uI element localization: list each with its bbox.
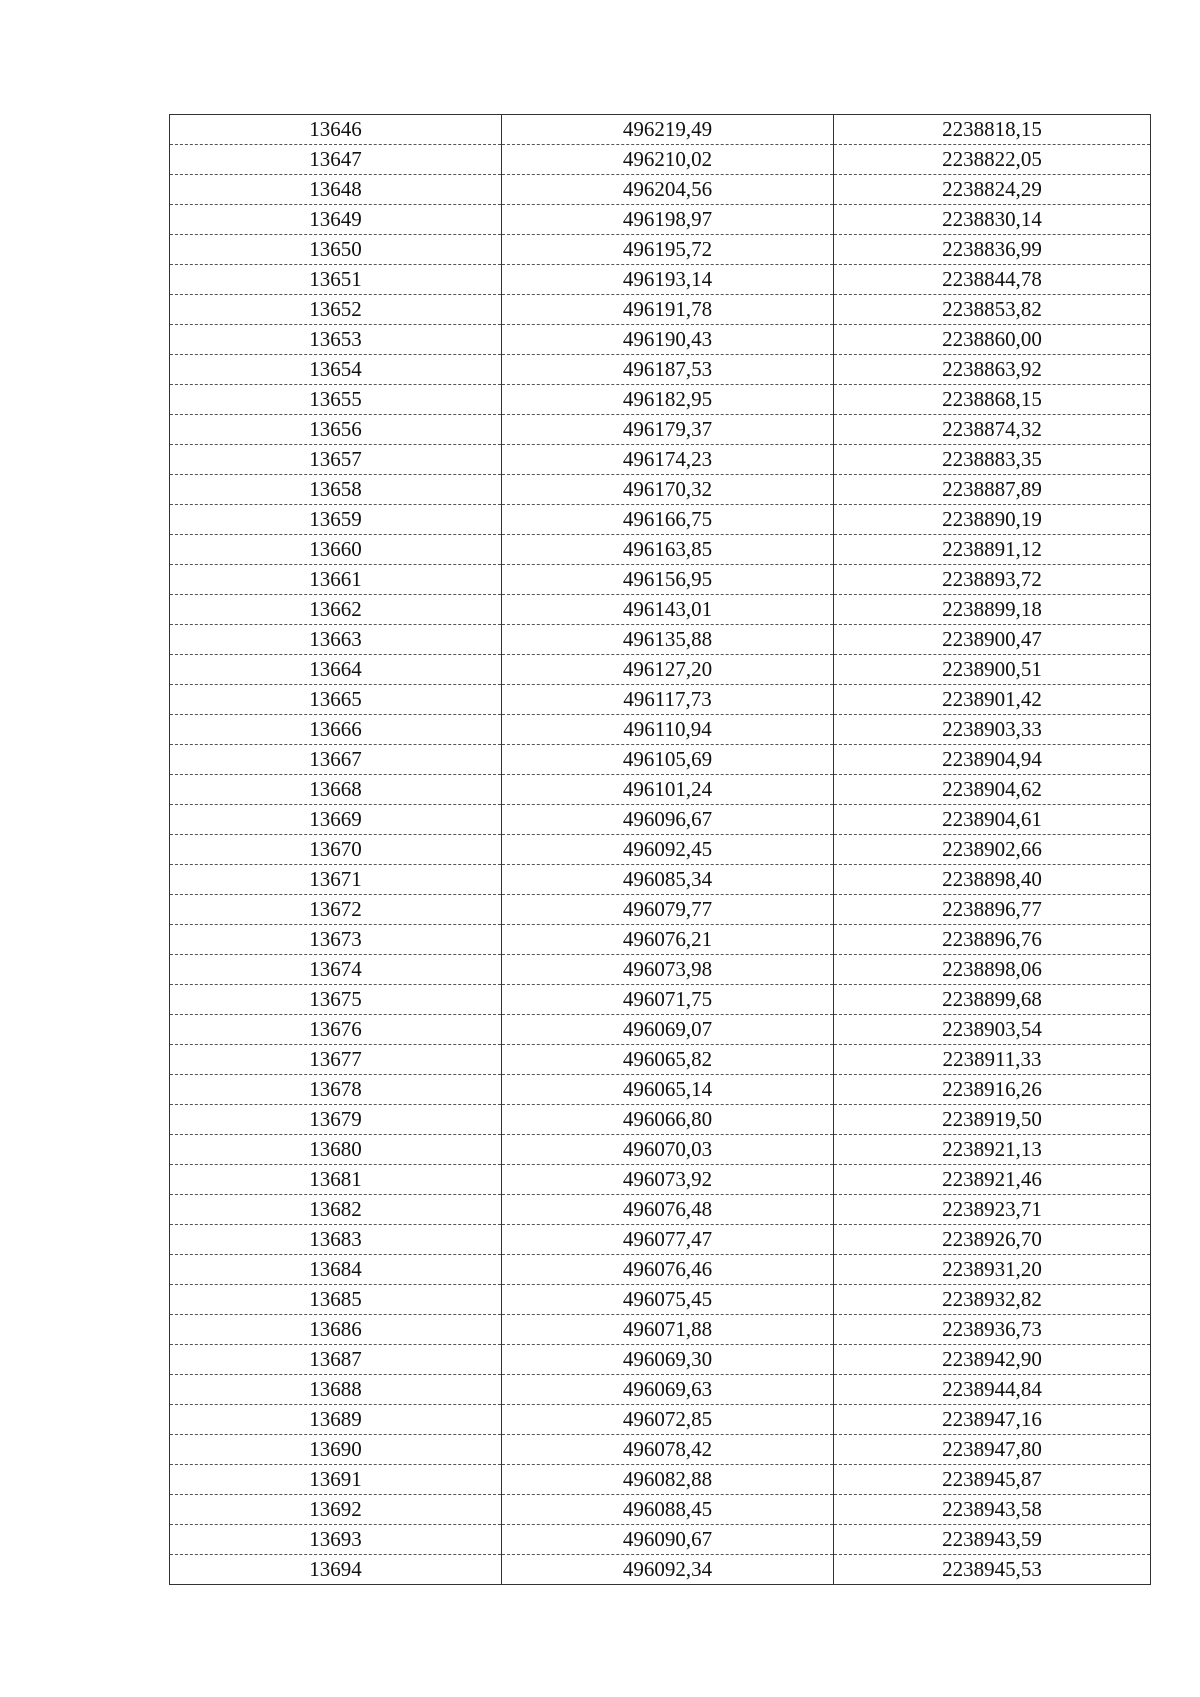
table-row — [170, 355, 1151, 385]
x-coordinate-cell: 496163,85 — [502, 535, 834, 565]
table-row — [170, 175, 1151, 205]
point-number-cell: 13668 — [170, 775, 502, 805]
y-coordinate-cell: 2238944,84 — [834, 1375, 1151, 1405]
point-number-cell: 13673 — [170, 925, 502, 955]
table-row — [170, 595, 1151, 625]
table-row — [170, 1405, 1151, 1435]
y-coordinate-cell: 2238916,26 — [834, 1075, 1151, 1105]
y-coordinate-cell: 2238899,18 — [834, 595, 1151, 625]
x-coordinate-cell: 496191,78 — [502, 295, 834, 325]
x-coordinate-cell: 496127,20 — [502, 655, 834, 685]
table-row — [170, 1075, 1151, 1105]
x-coordinate-cell: 496072,85 — [502, 1405, 834, 1435]
point-number-cell: 13688 — [170, 1375, 502, 1405]
coordinates-table — [169, 114, 1151, 1585]
x-coordinate-cell: 496143,01 — [502, 595, 834, 625]
x-coordinate-cell: 496096,67 — [502, 805, 834, 835]
x-coordinate-cell: 496170,32 — [502, 475, 834, 505]
point-number-cell: 13665 — [170, 685, 502, 715]
point-number-cell: 13651 — [170, 265, 502, 295]
table-row — [170, 1195, 1151, 1225]
x-coordinate-cell: 496082,88 — [502, 1465, 834, 1495]
point-number-cell: 13657 — [170, 445, 502, 475]
x-coordinate-cell: 496166,75 — [502, 505, 834, 535]
point-number-cell: 13690 — [170, 1435, 502, 1465]
table-row — [170, 865, 1151, 895]
x-coordinate-cell: 496204,56 — [502, 175, 834, 205]
x-coordinate-cell: 496193,14 — [502, 265, 834, 295]
table-row — [170, 1375, 1151, 1405]
y-coordinate-cell: 2238898,06 — [834, 955, 1151, 985]
table-row — [170, 625, 1151, 655]
x-coordinate-cell: 496071,75 — [502, 985, 834, 1015]
y-coordinate-cell: 2238947,80 — [834, 1435, 1151, 1465]
y-coordinate-cell: 2238901,42 — [834, 685, 1151, 715]
y-coordinate-cell: 2238874,32 — [834, 415, 1151, 445]
table-row — [170, 745, 1151, 775]
x-coordinate-cell: 496092,45 — [502, 835, 834, 865]
point-number-cell: 13663 — [170, 625, 502, 655]
point-number-cell: 13689 — [170, 1405, 502, 1435]
table-row — [170, 1315, 1151, 1345]
y-coordinate-cell: 2238893,72 — [834, 565, 1151, 595]
y-coordinate-cell: 2238818,15 — [834, 115, 1151, 145]
y-coordinate-cell: 2238887,89 — [834, 475, 1151, 505]
x-coordinate-cell: 496077,47 — [502, 1225, 834, 1255]
x-coordinate-cell: 496182,95 — [502, 385, 834, 415]
x-coordinate-cell: 496105,69 — [502, 745, 834, 775]
y-coordinate-cell: 2238902,66 — [834, 835, 1151, 865]
point-number-cell: 13676 — [170, 1015, 502, 1045]
point-number-cell: 13648 — [170, 175, 502, 205]
y-coordinate-cell: 2238891,12 — [834, 535, 1151, 565]
y-coordinate-cell: 2238943,58 — [834, 1495, 1151, 1525]
x-coordinate-cell: 496219,49 — [502, 115, 834, 145]
y-coordinate-cell: 2238883,35 — [834, 445, 1151, 475]
point-number-cell: 13674 — [170, 955, 502, 985]
point-number-cell: 13682 — [170, 1195, 502, 1225]
x-coordinate-cell: 496078,42 — [502, 1435, 834, 1465]
x-coordinate-cell: 496076,21 — [502, 925, 834, 955]
y-coordinate-cell: 2238860,00 — [834, 325, 1151, 355]
table-row — [170, 1105, 1151, 1135]
point-number-cell: 13661 — [170, 565, 502, 595]
point-number-cell: 13646 — [170, 115, 502, 145]
table-row — [170, 805, 1151, 835]
point-number-cell: 13692 — [170, 1495, 502, 1525]
x-coordinate-cell: 496073,98 — [502, 955, 834, 985]
point-number-cell: 13684 — [170, 1255, 502, 1285]
table-row — [170, 415, 1151, 445]
y-coordinate-cell: 2238898,40 — [834, 865, 1151, 895]
table-row — [170, 955, 1151, 985]
point-number-cell: 13666 — [170, 715, 502, 745]
table-row — [170, 895, 1151, 925]
table-row — [170, 775, 1151, 805]
x-coordinate-cell: 496085,34 — [502, 865, 834, 895]
x-coordinate-cell: 496101,24 — [502, 775, 834, 805]
table-row — [170, 1135, 1151, 1165]
point-number-cell: 13685 — [170, 1285, 502, 1315]
y-coordinate-cell: 2238919,50 — [834, 1105, 1151, 1135]
table-row — [170, 145, 1151, 175]
point-number-cell: 13662 — [170, 595, 502, 625]
y-coordinate-cell: 2238896,76 — [834, 925, 1151, 955]
point-number-cell: 13680 — [170, 1135, 502, 1165]
table-row — [170, 655, 1151, 685]
y-coordinate-cell: 2238836,99 — [834, 235, 1151, 265]
y-coordinate-cell: 2238947,16 — [834, 1405, 1151, 1435]
y-coordinate-cell: 2238904,94 — [834, 745, 1151, 775]
y-coordinate-cell: 2238936,73 — [834, 1315, 1151, 1345]
x-coordinate-cell: 496187,53 — [502, 355, 834, 385]
y-coordinate-cell: 2238911,33 — [834, 1045, 1151, 1075]
y-coordinate-cell: 2238830,14 — [834, 205, 1151, 235]
y-coordinate-cell: 2238945,87 — [834, 1465, 1151, 1495]
table-row — [170, 1435, 1151, 1465]
point-number-cell: 13652 — [170, 295, 502, 325]
table-row — [170, 1465, 1151, 1495]
table-row — [170, 235, 1151, 265]
table-row — [170, 1345, 1151, 1375]
point-number-cell: 13654 — [170, 355, 502, 385]
x-coordinate-cell: 496076,46 — [502, 1255, 834, 1285]
table-row — [170, 1285, 1151, 1315]
x-coordinate-cell: 496198,97 — [502, 205, 834, 235]
x-coordinate-cell: 496190,43 — [502, 325, 834, 355]
table-row — [170, 1525, 1151, 1555]
x-coordinate-cell: 496210,02 — [502, 145, 834, 175]
table-row — [170, 475, 1151, 505]
x-coordinate-cell: 496174,23 — [502, 445, 834, 475]
table-row — [170, 985, 1151, 1015]
y-coordinate-cell: 2238904,62 — [834, 775, 1151, 805]
point-number-cell: 13650 — [170, 235, 502, 265]
table-row — [170, 1165, 1151, 1195]
x-coordinate-cell: 496179,37 — [502, 415, 834, 445]
x-coordinate-cell: 496066,80 — [502, 1105, 834, 1135]
point-number-cell: 13691 — [170, 1465, 502, 1495]
y-coordinate-cell: 2238942,90 — [834, 1345, 1151, 1375]
y-coordinate-cell: 2238890,19 — [834, 505, 1151, 535]
x-coordinate-cell: 496090,67 — [502, 1525, 834, 1555]
y-coordinate-cell: 2238923,71 — [834, 1195, 1151, 1225]
x-coordinate-cell: 496071,88 — [502, 1315, 834, 1345]
point-number-cell: 13687 — [170, 1345, 502, 1375]
point-number-cell: 13672 — [170, 895, 502, 925]
point-number-cell: 13678 — [170, 1075, 502, 1105]
x-coordinate-cell: 496065,82 — [502, 1045, 834, 1075]
x-coordinate-cell: 496092,34 — [502, 1555, 834, 1585]
x-coordinate-cell: 496069,30 — [502, 1345, 834, 1375]
y-coordinate-cell: 2238921,46 — [834, 1165, 1151, 1195]
table-row — [170, 1495, 1151, 1525]
table-row — [170, 925, 1151, 955]
point-number-cell: 13649 — [170, 205, 502, 235]
point-number-cell: 13694 — [170, 1555, 502, 1585]
table-row — [170, 445, 1151, 475]
table-row — [170, 1255, 1151, 1285]
y-coordinate-cell: 2238844,78 — [834, 265, 1151, 295]
table-row — [170, 835, 1151, 865]
point-number-cell: 13653 — [170, 325, 502, 355]
y-coordinate-cell: 2238853,82 — [834, 295, 1151, 325]
y-coordinate-cell: 2238868,15 — [834, 385, 1151, 415]
table-row — [170, 385, 1151, 415]
point-number-cell: 13679 — [170, 1105, 502, 1135]
table-row — [170, 205, 1151, 235]
point-number-cell: 13658 — [170, 475, 502, 505]
coordinates-table-body — [170, 115, 1151, 1585]
x-coordinate-cell: 496073,92 — [502, 1165, 834, 1195]
point-number-cell: 13660 — [170, 535, 502, 565]
table-row — [170, 1045, 1151, 1075]
y-coordinate-cell: 2238945,53 — [834, 1555, 1151, 1585]
y-coordinate-cell: 2238932,82 — [834, 1285, 1151, 1315]
point-number-cell: 13693 — [170, 1525, 502, 1555]
table-row — [170, 535, 1151, 565]
x-coordinate-cell: 496069,07 — [502, 1015, 834, 1045]
y-coordinate-cell: 2238926,70 — [834, 1225, 1151, 1255]
table-row — [170, 715, 1151, 745]
point-number-cell: 13671 — [170, 865, 502, 895]
point-number-cell: 13669 — [170, 805, 502, 835]
y-coordinate-cell: 2238900,51 — [834, 655, 1151, 685]
x-coordinate-cell: 496075,45 — [502, 1285, 834, 1315]
y-coordinate-cell: 2238900,47 — [834, 625, 1151, 655]
point-number-cell: 13681 — [170, 1165, 502, 1195]
point-number-cell: 13647 — [170, 145, 502, 175]
table-row — [170, 265, 1151, 295]
y-coordinate-cell: 2238903,54 — [834, 1015, 1151, 1045]
y-coordinate-cell: 2238904,61 — [834, 805, 1151, 835]
x-coordinate-cell: 496070,03 — [502, 1135, 834, 1165]
y-coordinate-cell: 2238899,68 — [834, 985, 1151, 1015]
x-coordinate-cell: 496135,88 — [502, 625, 834, 655]
x-coordinate-cell: 496076,48 — [502, 1195, 834, 1225]
y-coordinate-cell: 2238896,77 — [834, 895, 1151, 925]
table-row — [170, 1015, 1151, 1045]
y-coordinate-cell: 2238943,59 — [834, 1525, 1151, 1555]
point-number-cell: 13683 — [170, 1225, 502, 1255]
table-row — [170, 295, 1151, 325]
y-coordinate-cell: 2238824,29 — [834, 175, 1151, 205]
table-row — [170, 685, 1151, 715]
x-coordinate-cell: 496110,94 — [502, 715, 834, 745]
table-row — [170, 325, 1151, 355]
x-coordinate-cell: 496079,77 — [502, 895, 834, 925]
y-coordinate-cell: 2238863,92 — [834, 355, 1151, 385]
table-row — [170, 115, 1151, 145]
x-coordinate-cell: 496156,95 — [502, 565, 834, 595]
table-row — [170, 505, 1151, 535]
point-number-cell: 13659 — [170, 505, 502, 535]
y-coordinate-cell: 2238931,20 — [834, 1255, 1151, 1285]
point-number-cell: 13664 — [170, 655, 502, 685]
point-number-cell: 13656 — [170, 415, 502, 445]
x-coordinate-cell: 496117,73 — [502, 685, 834, 715]
table-row — [170, 1555, 1151, 1585]
x-coordinate-cell: 496065,14 — [502, 1075, 834, 1105]
point-number-cell: 13670 — [170, 835, 502, 865]
y-coordinate-cell: 2238903,33 — [834, 715, 1151, 745]
table-row — [170, 565, 1151, 595]
table-row — [170, 1225, 1151, 1255]
point-number-cell: 13667 — [170, 745, 502, 775]
x-coordinate-cell: 496195,72 — [502, 235, 834, 265]
point-number-cell: 13686 — [170, 1315, 502, 1345]
y-coordinate-cell: 2238822,05 — [834, 145, 1151, 175]
x-coordinate-cell: 496088,45 — [502, 1495, 834, 1525]
point-number-cell: 13675 — [170, 985, 502, 1015]
point-number-cell: 13655 — [170, 385, 502, 415]
y-coordinate-cell: 2238921,13 — [834, 1135, 1151, 1165]
x-coordinate-cell: 496069,63 — [502, 1375, 834, 1405]
point-number-cell: 13677 — [170, 1045, 502, 1075]
